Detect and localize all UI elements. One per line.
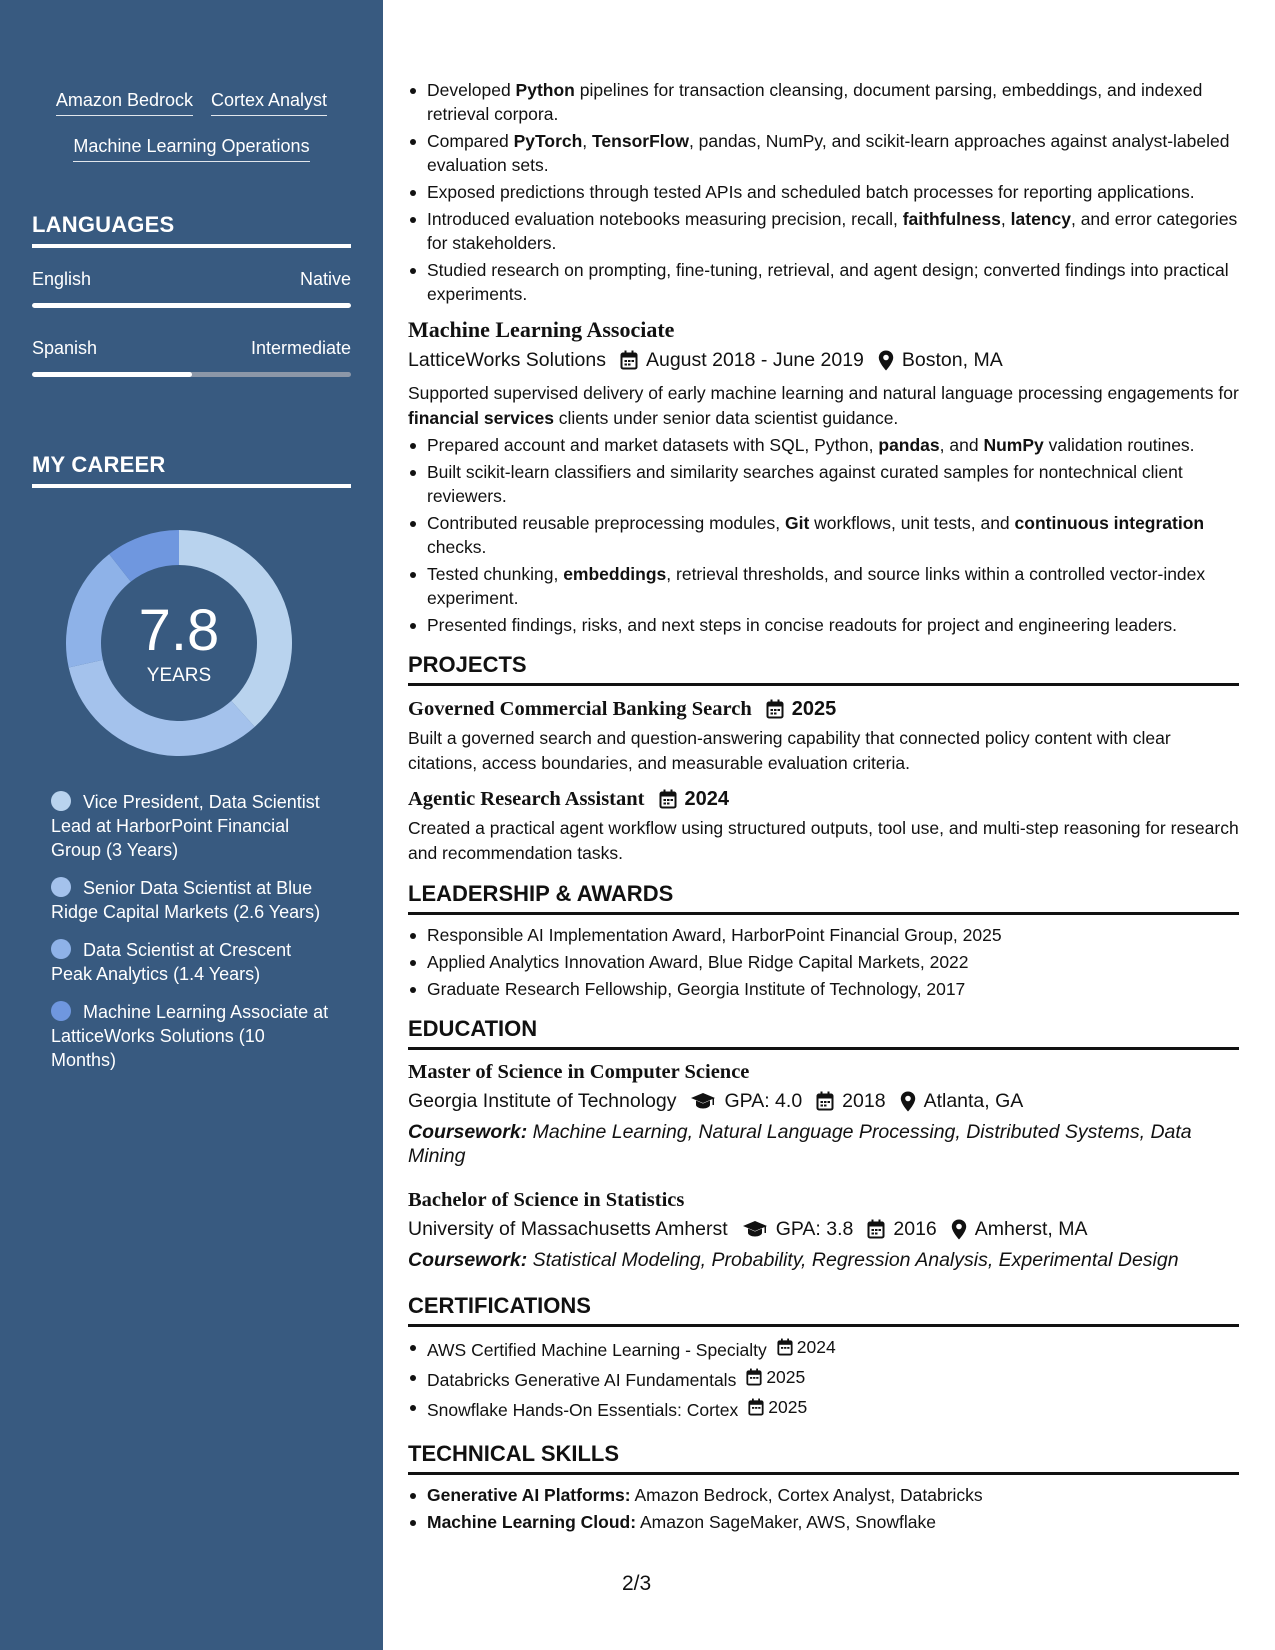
certification-name: Databricks Generative AI Fundamentals <box>427 1370 737 1390</box>
text-run: , and <box>939 435 984 455</box>
coursework-label: Coursework: <box>408 1249 528 1271</box>
coursework-list: Statistical Modeling, Probability, Regression Analysis, Experimental Design <box>527 1249 1179 1271</box>
bold-text: financial services <box>408 408 554 428</box>
certification-item <box>408 1395 1239 1422</box>
legend-label: Data Scientist at Crescent Peak Analytics (1.4 Years) <box>51 940 292 984</box>
language-level-bar <box>32 303 351 308</box>
skill-tag: Cortex Analyst <box>211 88 327 116</box>
coursework-label: Coursework: <box>408 1121 528 1143</box>
certification-name: AWS Certified Machine Learning - Specialty <box>427 1340 767 1360</box>
text-run: Compared <box>427 131 514 151</box>
education-meta <box>408 1214 1239 1244</box>
project-entry <box>408 784 1239 866</box>
project-year: 2025 <box>791 698 837 720</box>
text-run: workflows, unit tests, and <box>809 513 1015 533</box>
bullet-item <box>408 258 1239 306</box>
bold-text: Git <box>784 513 810 533</box>
coursework <box>408 1120 1239 1168</box>
school-location: Atlanta, GA <box>923 1090 1024 1112</box>
job-title: Machine Learning Associate <box>408 317 675 342</box>
text-run: , <box>582 131 593 151</box>
calendar-icon <box>777 1338 793 1356</box>
text-run: Developed <box>427 80 516 100</box>
certifications-heading: CERTIFICATIONS <box>408 1292 1239 1327</box>
award-item: Responsible AI Implementation Award, HarborPoint Financial Group, 2025 <box>408 923 1239 947</box>
certification-year: 2025 <box>768 1397 808 1417</box>
school-location: Amherst, MA <box>974 1218 1088 1240</box>
project-title: Agentic Research Assistant <box>408 788 645 810</box>
text-run: Contributed reusable preprocessing modules, <box>427 513 785 533</box>
skills-heading: TECHNICAL SKILLS <box>408 1440 1239 1475</box>
project-title: Governed Commercial Banking Search <box>408 698 752 720</box>
job-meta <box>408 345 1239 375</box>
bullet-item <box>408 78 1239 126</box>
page-number: 2/3 <box>622 1572 652 1595</box>
text-run: Studied research on prompting, fine-tuning, retrieval, and agent design; converted findings into practical experiments. <box>427 260 1229 304</box>
language-name: Spanish <box>32 338 98 358</box>
bold-text: TensorFlow <box>592 131 689 151</box>
text-run: Supported supervised delivery of early machine learning and natural language processing engagements for <box>408 383 1239 403</box>
text-run: Presented findings, risks, and next steps in concise readouts for project and engineering leaders. <box>427 615 1178 635</box>
career-heading: MY CAREER <box>32 452 351 488</box>
project-description: Built a governed search and question-answering capability that connected policy content with clear citations, access boundaries, and measurable evaluation criteria. <box>408 728 1171 773</box>
skill-tag: Machine Learning Operations <box>73 134 309 162</box>
language-level-fill <box>32 303 351 308</box>
bold-text: NumPy <box>983 435 1044 455</box>
awards-list <box>408 923 1239 1001</box>
career-legend <box>51 790 331 1086</box>
education-entry <box>408 1186 1239 1272</box>
degree-title: Bachelor of Science in Statistics <box>408 1189 685 1211</box>
languages-heading: LANGUAGES <box>32 212 351 248</box>
certification-name: Snowflake Hands-On Essentials: Cortex <box>427 1400 739 1420</box>
main-content <box>408 78 1239 1537</box>
text-run: , retrieval thresholds, and source links within a controlled vector-index experiment. <box>427 564 1206 608</box>
certification-item <box>408 1335 1239 1362</box>
legend-dot <box>51 877 71 897</box>
map-pin-icon <box>878 350 894 371</box>
coursework-list: Machine Learning, Natural Language Processing, Distributed Systems, Data Mining <box>408 1121 1192 1167</box>
legend-label: Senior Data Scientist at Blue Ridge Capital Markets (2.6 Years) <box>51 878 321 922</box>
skill-value: Amazon Bedrock, Cortex Analyst, Databricks <box>630 1485 983 1505</box>
project-year: 2024 <box>684 788 729 810</box>
bold-text: latency <box>1010 209 1071 229</box>
calendar-icon <box>748 1398 764 1416</box>
text-run: , and error categories for stakeholders. <box>427 209 1238 253</box>
legend-label: Vice President, Data Scientist Lead at HarborPoint Financial Group (3 Years) <box>51 792 320 860</box>
bullet-item <box>408 511 1239 559</box>
calendar-icon <box>766 699 784 719</box>
job-entry <box>408 315 1239 637</box>
job-summary <box>408 381 1239 431</box>
map-pin-icon <box>951 1219 967 1240</box>
skill-item <box>408 1483 1239 1507</box>
sidebar <box>0 0 383 1650</box>
project-description: Created a practical agent workflow using structured outputs, tool use, and multi-step reasoning for research and recommendation tasks. <box>408 818 1239 863</box>
skill-tags <box>32 88 351 180</box>
skill-value: Amazon SageMaker, AWS, Snowflake <box>636 1512 936 1532</box>
text-run: Exposed predictions through tested APIs and scheduled batch processes for reporting applications. <box>427 182 1195 202</box>
prior-job-bullets <box>408 78 1239 306</box>
career-total-years: 7.8 <box>138 598 220 663</box>
skill-label: Generative AI Platforms: <box>427 1485 631 1505</box>
text-run: clients under senior data scientist guidance. <box>553 408 899 428</box>
graduation-cap-icon <box>690 1092 716 1110</box>
awards-heading: LEADERSHIP & AWARDS <box>408 880 1239 915</box>
bold-text: continuous integration <box>1014 513 1205 533</box>
skill-tag: Amazon Bedrock <box>56 88 193 116</box>
language-level-fill <box>32 372 192 377</box>
text-run: Prepared account and market datasets with SQL, Python, <box>427 435 879 455</box>
skills-list <box>408 1483 1239 1534</box>
bullet-item <box>408 460 1239 508</box>
bold-text: Python <box>515 80 575 100</box>
bullet-item <box>408 613 1239 637</box>
career-legend-item <box>51 876 331 924</box>
certification-year: 2024 <box>796 1337 836 1357</box>
job-dates: August 2018 - June 2019 <box>645 349 864 371</box>
school-name: Georgia Institute of Technology <box>408 1090 677 1112</box>
language-english <box>32 267 351 308</box>
career-total-unit: YEARS <box>146 665 212 686</box>
education-heading: EDUCATION <box>408 1015 1239 1050</box>
bullet-item <box>408 562 1239 610</box>
language-level: Native <box>299 269 351 289</box>
skill-item <box>408 1510 1239 1534</box>
award-item: Applied Analytics Innovation Award, Blue Ridge Capital Markets, 2022 <box>408 950 1239 974</box>
projects-heading: PROJECTS <box>408 651 1239 686</box>
language-level: Intermediate <box>250 338 351 358</box>
career-legend-item <box>51 938 331 986</box>
graduation-year: 2016 <box>893 1218 937 1240</box>
text-run: Tested chunking, <box>427 564 564 584</box>
career-legend-item <box>51 1000 331 1072</box>
project-title-row <box>408 694 1239 724</box>
legend-dot <box>51 791 71 811</box>
bullet-item <box>408 433 1239 457</box>
legend-label: Machine Learning Associate at LatticeWorks Solutions (10 Months) <box>51 1002 329 1070</box>
text-run: , pandas, NumPy, and scikit-learn approaches against analyst-labeled evaluation sets. <box>427 131 1230 175</box>
text-run: Introduced evaluation notebooks measuring precision, recall, <box>427 209 903 229</box>
bold-text: embeddings <box>563 564 667 584</box>
job-location: Boston, MA <box>901 349 1003 371</box>
gpa: GPA: 3.8 <box>775 1218 854 1240</box>
legend-dot <box>51 1001 71 1021</box>
calendar-icon <box>746 1368 762 1386</box>
certification-year: 2025 <box>766 1367 806 1387</box>
graduation-year: 2018 <box>842 1090 886 1112</box>
project-title-row <box>408 784 1239 814</box>
language-name: English <box>32 269 92 289</box>
gpa: GPA: 4.0 <box>724 1090 803 1112</box>
career-legend-item <box>51 790 331 862</box>
project-entry <box>408 694 1239 776</box>
text-run: pipelines for transaction cleansing, document parsing, embeddings, and indexed retrieval corpora. <box>427 80 1203 124</box>
job-bullets <box>408 433 1239 637</box>
bullet-item <box>408 207 1239 255</box>
school-name: University of Massachusetts Amherst <box>408 1218 728 1240</box>
language-level-bar <box>32 372 351 377</box>
legend-dot <box>51 939 71 959</box>
text-run: validation routines. <box>1043 435 1195 455</box>
calendar-icon <box>816 1091 834 1111</box>
bold-text: faithfulness <box>902 209 1001 229</box>
language-spanish <box>32 336 351 377</box>
text-run: checks. <box>427 537 487 557</box>
coursework <box>408 1248 1239 1272</box>
bullet-item <box>408 180 1239 204</box>
degree-title: Master of Science in Computer Science <box>408 1061 750 1083</box>
education-meta <box>408 1086 1239 1116</box>
bold-text: pandas <box>878 435 940 455</box>
map-pin-icon <box>900 1091 916 1112</box>
calendar-icon <box>620 350 638 370</box>
education-entry <box>408 1058 1239 1168</box>
bullet-item <box>408 129 1239 177</box>
award-item: Graduate Research Fellowship, Georgia Institute of Technology, 2017 <box>408 977 1239 1001</box>
calendar-icon <box>867 1219 885 1239</box>
skill-label: Machine Learning Cloud: <box>427 1512 637 1532</box>
calendar-icon <box>659 789 677 809</box>
certification-item <box>408 1365 1239 1392</box>
bold-text: PyTorch <box>513 131 583 151</box>
text-run: , <box>1000 209 1011 229</box>
certifications-list <box>408 1335 1239 1422</box>
job-company: LatticeWorks Solutions <box>408 349 606 371</box>
graduation-cap-icon <box>742 1220 768 1238</box>
text-run: Built scikit-learn classifiers and similarity searches against curated samples for nontechnical client reviewers. <box>427 462 1183 506</box>
